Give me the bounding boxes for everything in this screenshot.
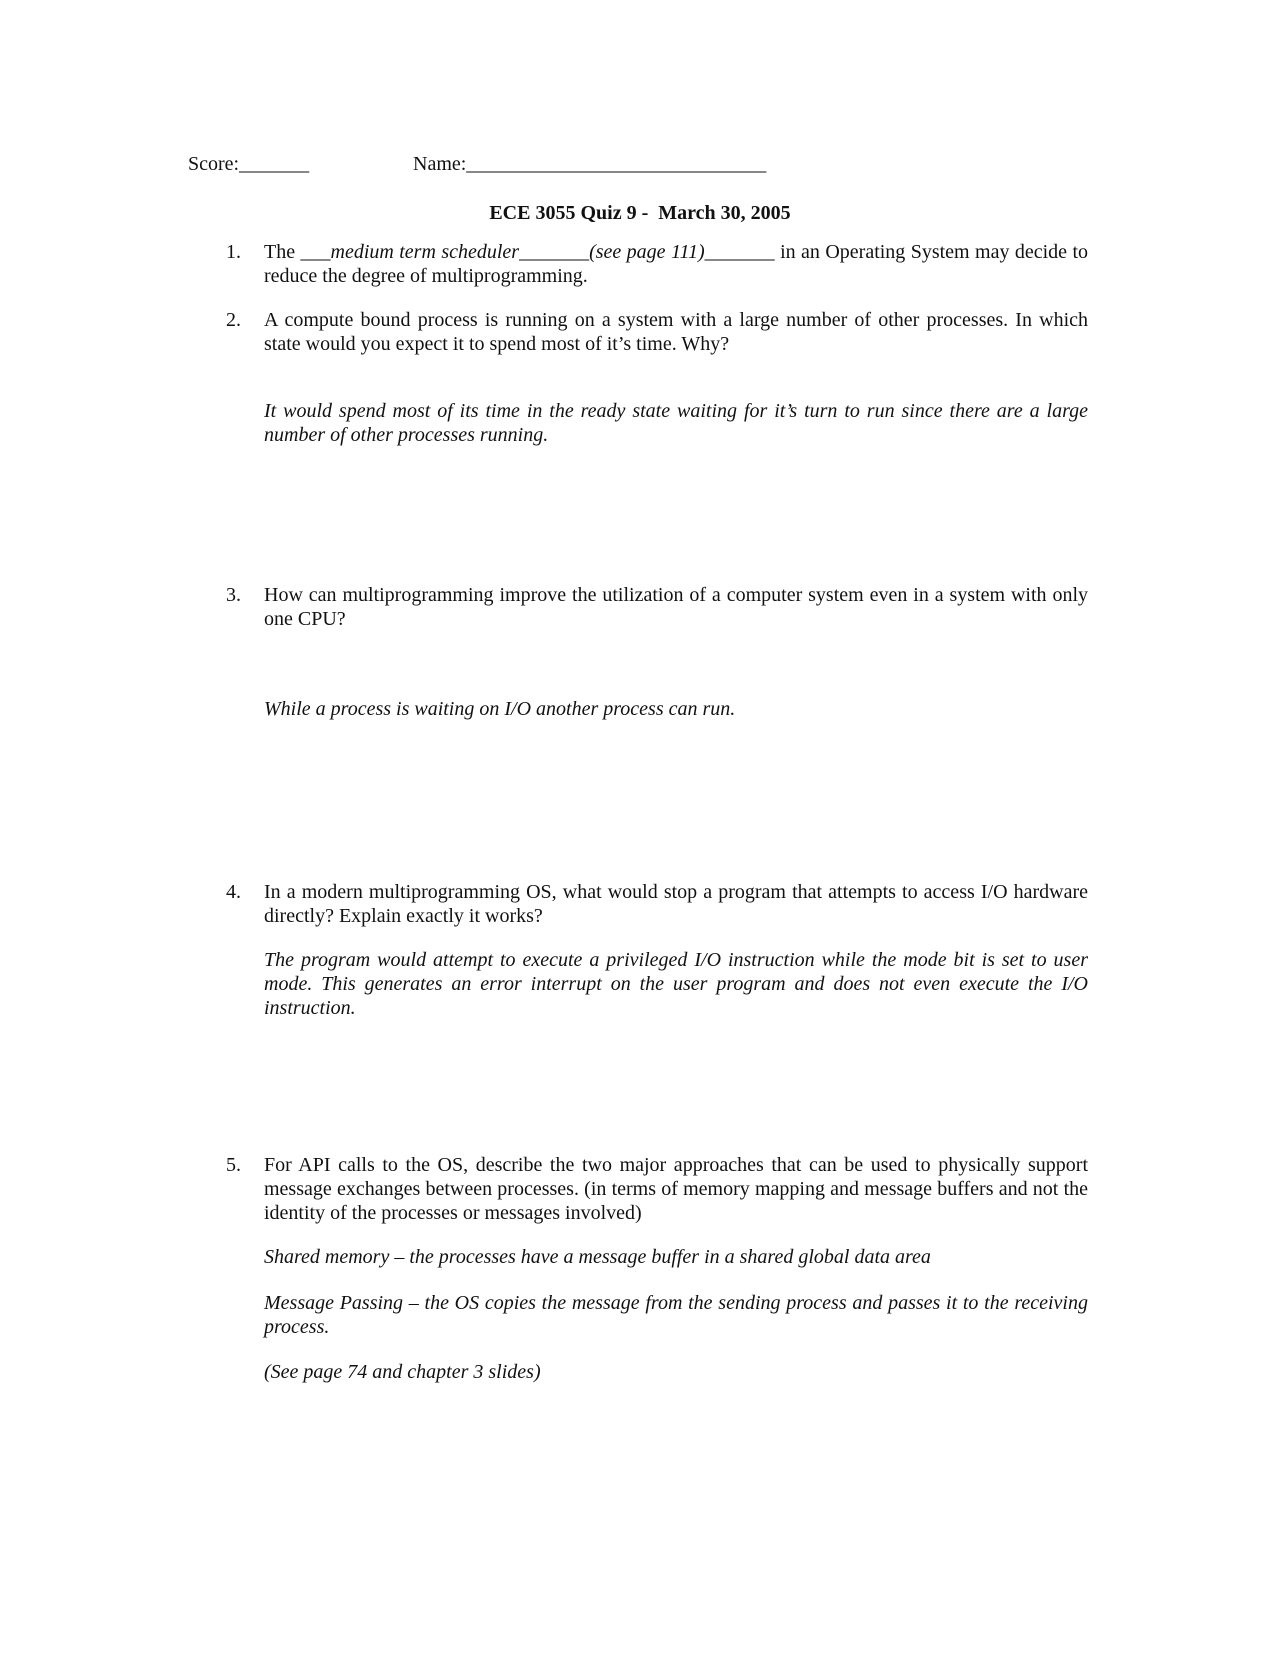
answer-5-message-passing [226,1291,1088,1339]
answer-3 [226,697,1088,721]
answer-text: It would spend most of its time in the ready state waiting for it’s turn to run since there are a large number of other processes running. [264,400,1088,446]
answer-fill-reference: (see page 111) [589,241,705,263]
blank-line: ___ [300,241,331,263]
header-row [188,152,1088,176]
question-1-pre: The [264,241,301,263]
answer-reference: (See page 74 and chapter 3 slides) [264,1361,541,1383]
answer-text: The program would attempt to execute a privileged I/O instruction while the mode bit is set to user mode. This generates an error interrupt on the user program and does not even execute the I/O instruction. [264,949,1088,1019]
answer-2 [226,399,1088,447]
question-text [264,240,1088,288]
question-text: How can multiprogramming improve the utilization of a computer system even in a system with only one CPU? [264,584,1088,630]
question-number: 1. [226,241,241,263]
page-title: ECE 3055 Quiz 9 - March 30, 2005 [489,202,791,224]
question-text: In a modern multiprogramming OS, what would stop a program that attempts to access I/O hardware directly? Explain exactly it works? [264,881,1088,927]
question-4 [226,880,1088,928]
question-number: 2. [226,309,241,331]
question-2 [226,308,1088,356]
blank-line: _______ [519,241,590,263]
question-1-post: in an Operating System may decide to reduce the degree of multiprogramming. [264,241,1089,287]
question-1 [226,240,1088,288]
question-number: 3. [226,584,241,606]
question-text: A compute bound process is running on a system with a large number of other processes. In which state would you expect it to spend most of it’s time. Why? [264,309,1088,355]
answer-text: While a process is waiting on I/O another process can run. [264,698,736,720]
answer-fill: medium term scheduler [330,241,520,263]
answer-text: Shared memory – the processes have a message buffer in a shared global data area [264,1246,931,1268]
question-number: 5. [226,1154,241,1176]
score-field: Score:_______ [188,153,310,175]
answer-4 [226,948,1088,1020]
answer-5-shared-memory [226,1245,1088,1269]
question-5 [226,1153,1088,1225]
answer-text: Message Passing – the OS copies the message from the sending process and passes it to the receiving process. [264,1292,1088,1338]
answer-5-reference [226,1360,1088,1384]
name-field: Name:______________________________ [413,153,767,175]
blank-line: _______ [704,241,775,263]
question-number: 4. [226,881,241,903]
question-text: For API calls to the OS, describe the two major approaches that can be used to physically support message exchanges between processes. (in terms of memory mapping and message buffers and not the identity of the processes or messages involved) [264,1154,1088,1224]
question-3 [226,583,1088,631]
